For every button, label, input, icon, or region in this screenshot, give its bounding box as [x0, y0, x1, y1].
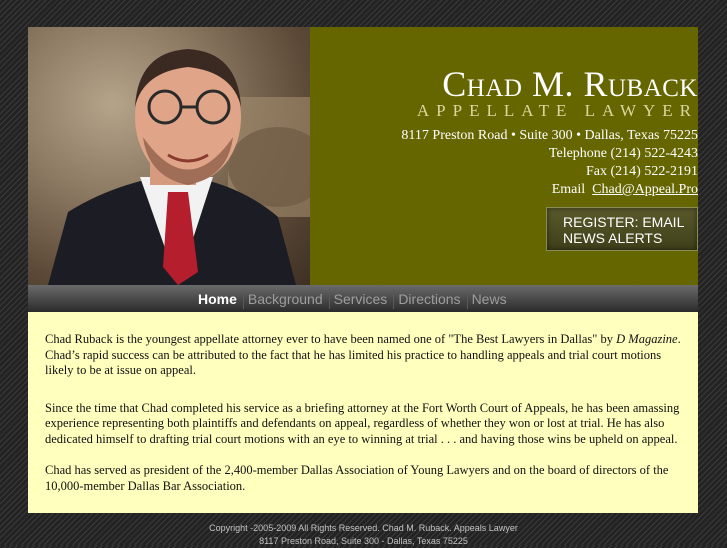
fax: Fax (214) 522-2191 — [586, 164, 698, 179]
nav-directions[interactable]: Directions — [393, 289, 466, 309]
bio-p1-end: . Chad’s rapid success can be attributed to the fact that he has limited his practice to handling appeals and trial court motions likely to be at issue on appeal. — [45, 332, 681, 377]
main-content — [28, 312, 698, 513]
portrait-illustration — [28, 27, 310, 285]
footer — [0, 522, 727, 548]
attorney-name: Chad M. Ruback — [442, 64, 698, 104]
nav-background[interactable]: Background — [243, 289, 329, 309]
bio-paragraph-3: Chad has served as president of the 2,400-member Dallas Association of Young Lawyers and on the board of directors of the 10,000-member Dallas Bar Association. — [45, 463, 669, 493]
email-label: Email — [551, 182, 586, 197]
portrait-photo — [28, 27, 310, 285]
attorney-title: APPELLATE LAWYER — [416, 101, 698, 120]
main-nav — [28, 285, 698, 312]
email-line — [401, 181, 698, 199]
footer-address: 8117 Preston Road, Suite 300 - Dallas, Texas 75225 — [259, 536, 468, 546]
magazine-name: D Magazine — [616, 332, 678, 346]
register-line-1: REGISTER: EMAIL — [563, 214, 685, 230]
nav-news[interactable]: News — [467, 289, 513, 309]
register-line-2: NEWS ALERTS — [563, 230, 663, 246]
bio-p1-start: Chad Ruback is the youngest appellate attorney ever to have been named one of "The Best Lawyers in Dallas" by — [45, 332, 617, 346]
copyright: Copyright -2005-2009 All Rights Reserved. Chad M. Ruback. Appeals Lawyer — [209, 523, 518, 533]
nav-home[interactable]: Home — [198, 291, 237, 307]
telephone: Telephone (214) 522-4243 — [548, 146, 698, 161]
nav-services[interactable]: Services — [329, 289, 394, 309]
office-address: 8117 Preston Road • Suite 300 • Dallas, Texas 75225 — [401, 128, 698, 143]
contact-block — [401, 127, 698, 199]
register-news-alerts-button[interactable] — [546, 207, 698, 251]
header-frame — [28, 27, 698, 285]
email-link[interactable]: Chad@Appeal.Pro — [592, 182, 698, 197]
bio-paragraph-2: Since the time that Chad completed his service as a briefing attorney at the Fort Worth Court of Appeals, he has been amassing experience representing both plaintiffs and defendants on appeal, regardless of whether they won or lost at trial. He has also dedicated himself to drafting trial court motions with an eye to winning at trial . . . and having those wins be upheld on appeal. — [45, 400, 680, 446]
header — [28, 27, 698, 285]
bio-paragraph-1 — [45, 332, 682, 379]
